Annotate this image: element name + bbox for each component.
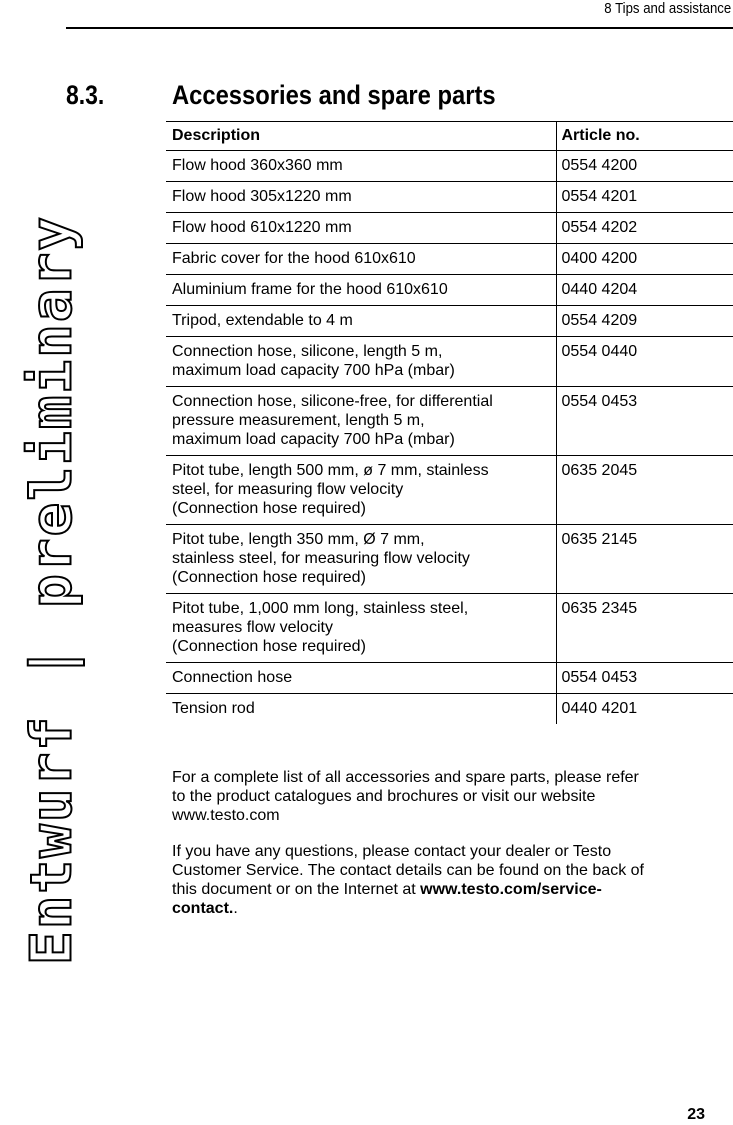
description-line: steel, for measuring flow velocity [172, 481, 404, 498]
running-header: 8 Tips and assistance [604, 0, 731, 17]
description-line: Pitot tube, length 350 mm, Ø 7 mm, [172, 531, 425, 548]
description-line: (Connection hose required) [172, 569, 366, 586]
draft-watermark: Entwurf | preliminary [19, 214, 85, 966]
article-number: 0635 2045 [556, 456, 733, 525]
article-number: 0440 4204 [556, 275, 733, 306]
column-header-description: Description [166, 122, 556, 151]
accessories-table [166, 121, 733, 724]
table-row [166, 456, 733, 525]
description-line: Aluminium frame for the hood 610x610 [172, 281, 448, 298]
paragraph-line: Customer Service. The contact details can be found on the back of [172, 862, 644, 879]
description-line: maximum load capacity 700 hPa (mbar) [172, 431, 455, 448]
section-number: 8.3. [66, 80, 105, 110]
article-number: 0554 0440 [556, 337, 733, 387]
table-row [166, 275, 733, 306]
description-line: Pitot tube, 1,000 mm long, stainless steel, [172, 600, 469, 617]
part-description [166, 151, 556, 182]
part-description [166, 337, 556, 387]
part-description [166, 306, 556, 337]
paragraph-text: . [233, 900, 238, 917]
paragraph-line: If you have any questions, please contact your dealer or Testo [172, 843, 612, 860]
table-row [166, 182, 733, 213]
article-number: 0554 4201 [556, 182, 733, 213]
table-row [166, 525, 733, 594]
part-description [166, 213, 556, 244]
article-number: 0635 2145 [556, 525, 733, 594]
article-number: 0554 4200 [556, 151, 733, 182]
paragraph-line: For a complete list of all accessories and spare parts, please refer [172, 769, 639, 786]
section-title: Accessories and spare parts [172, 80, 496, 110]
part-description [166, 525, 556, 594]
paragraph-line: to the product catalogues and brochures or visit our website [172, 788, 596, 805]
article-number: 0554 4209 [556, 306, 733, 337]
description-line: pressure measurement, length 5 m, [172, 412, 425, 429]
paragraph-line [172, 880, 732, 899]
table-row [166, 337, 733, 387]
paragraph-line [172, 899, 732, 918]
table-row [166, 694, 733, 725]
description-line: Tension rod [172, 700, 255, 717]
description-line: Flow hood 360x360 mm [172, 157, 343, 174]
part-description [166, 694, 556, 725]
description-line: Connection hose, silicone, length 5 m, [172, 343, 443, 360]
description-line: Connection hose, silicone-free, for differential [172, 393, 493, 410]
article-number: 0400 4200 [556, 244, 733, 275]
table-row [166, 151, 733, 182]
description-line: measures flow velocity [172, 619, 333, 636]
description-line: Tripod, extendable to 4 m [172, 312, 353, 329]
table-header-row [166, 122, 733, 151]
part-description [166, 594, 556, 663]
paragraph-line: www.testo.com [172, 807, 280, 824]
description-line: (Connection hose required) [172, 500, 366, 517]
part-description [166, 663, 556, 694]
description-line: Flow hood 610x1220 mm [172, 219, 352, 236]
column-header-article-no: Article no. [556, 122, 733, 151]
part-description [166, 182, 556, 213]
article-number: 0440 4201 [556, 694, 733, 725]
article-number: 0635 2345 [556, 594, 733, 663]
part-description [166, 387, 556, 456]
part-description [166, 456, 556, 525]
part-description [166, 275, 556, 306]
article-number: 0554 4202 [556, 213, 733, 244]
contact-paragraph [172, 842, 732, 918]
description-line: maximum load capacity 700 hPa (mbar) [172, 362, 455, 379]
article-number: 0554 0453 [556, 663, 733, 694]
paragraph-text: this document or on the Internet at [172, 881, 421, 898]
table-row [166, 244, 733, 275]
part-description [166, 244, 556, 275]
article-number: 0554 0453 [556, 387, 733, 456]
table-row [166, 306, 733, 337]
description-line: Flow hood 305x1220 mm [172, 188, 352, 205]
catalogue-paragraph [172, 768, 732, 825]
description-line: (Connection hose required) [172, 638, 366, 655]
description-line: stainless steel, for measuring flow velocity [172, 550, 470, 567]
table-row [166, 387, 733, 456]
table-row [166, 594, 733, 663]
service-contact-link[interactable]: www.testo.com/service- [420, 881, 602, 898]
table-row [166, 213, 733, 244]
table-row [166, 663, 733, 694]
description-line: Connection hose [172, 669, 293, 686]
description-line: Fabric cover for the hood 610x610 [172, 250, 416, 267]
header-rule [66, 27, 733, 29]
service-contact-link-cont[interactable]: contact. [172, 900, 234, 917]
description-line: Pitot tube, length 500 mm, ø 7 mm, stainless [172, 462, 489, 479]
page-number: 23 [687, 1106, 705, 1123]
